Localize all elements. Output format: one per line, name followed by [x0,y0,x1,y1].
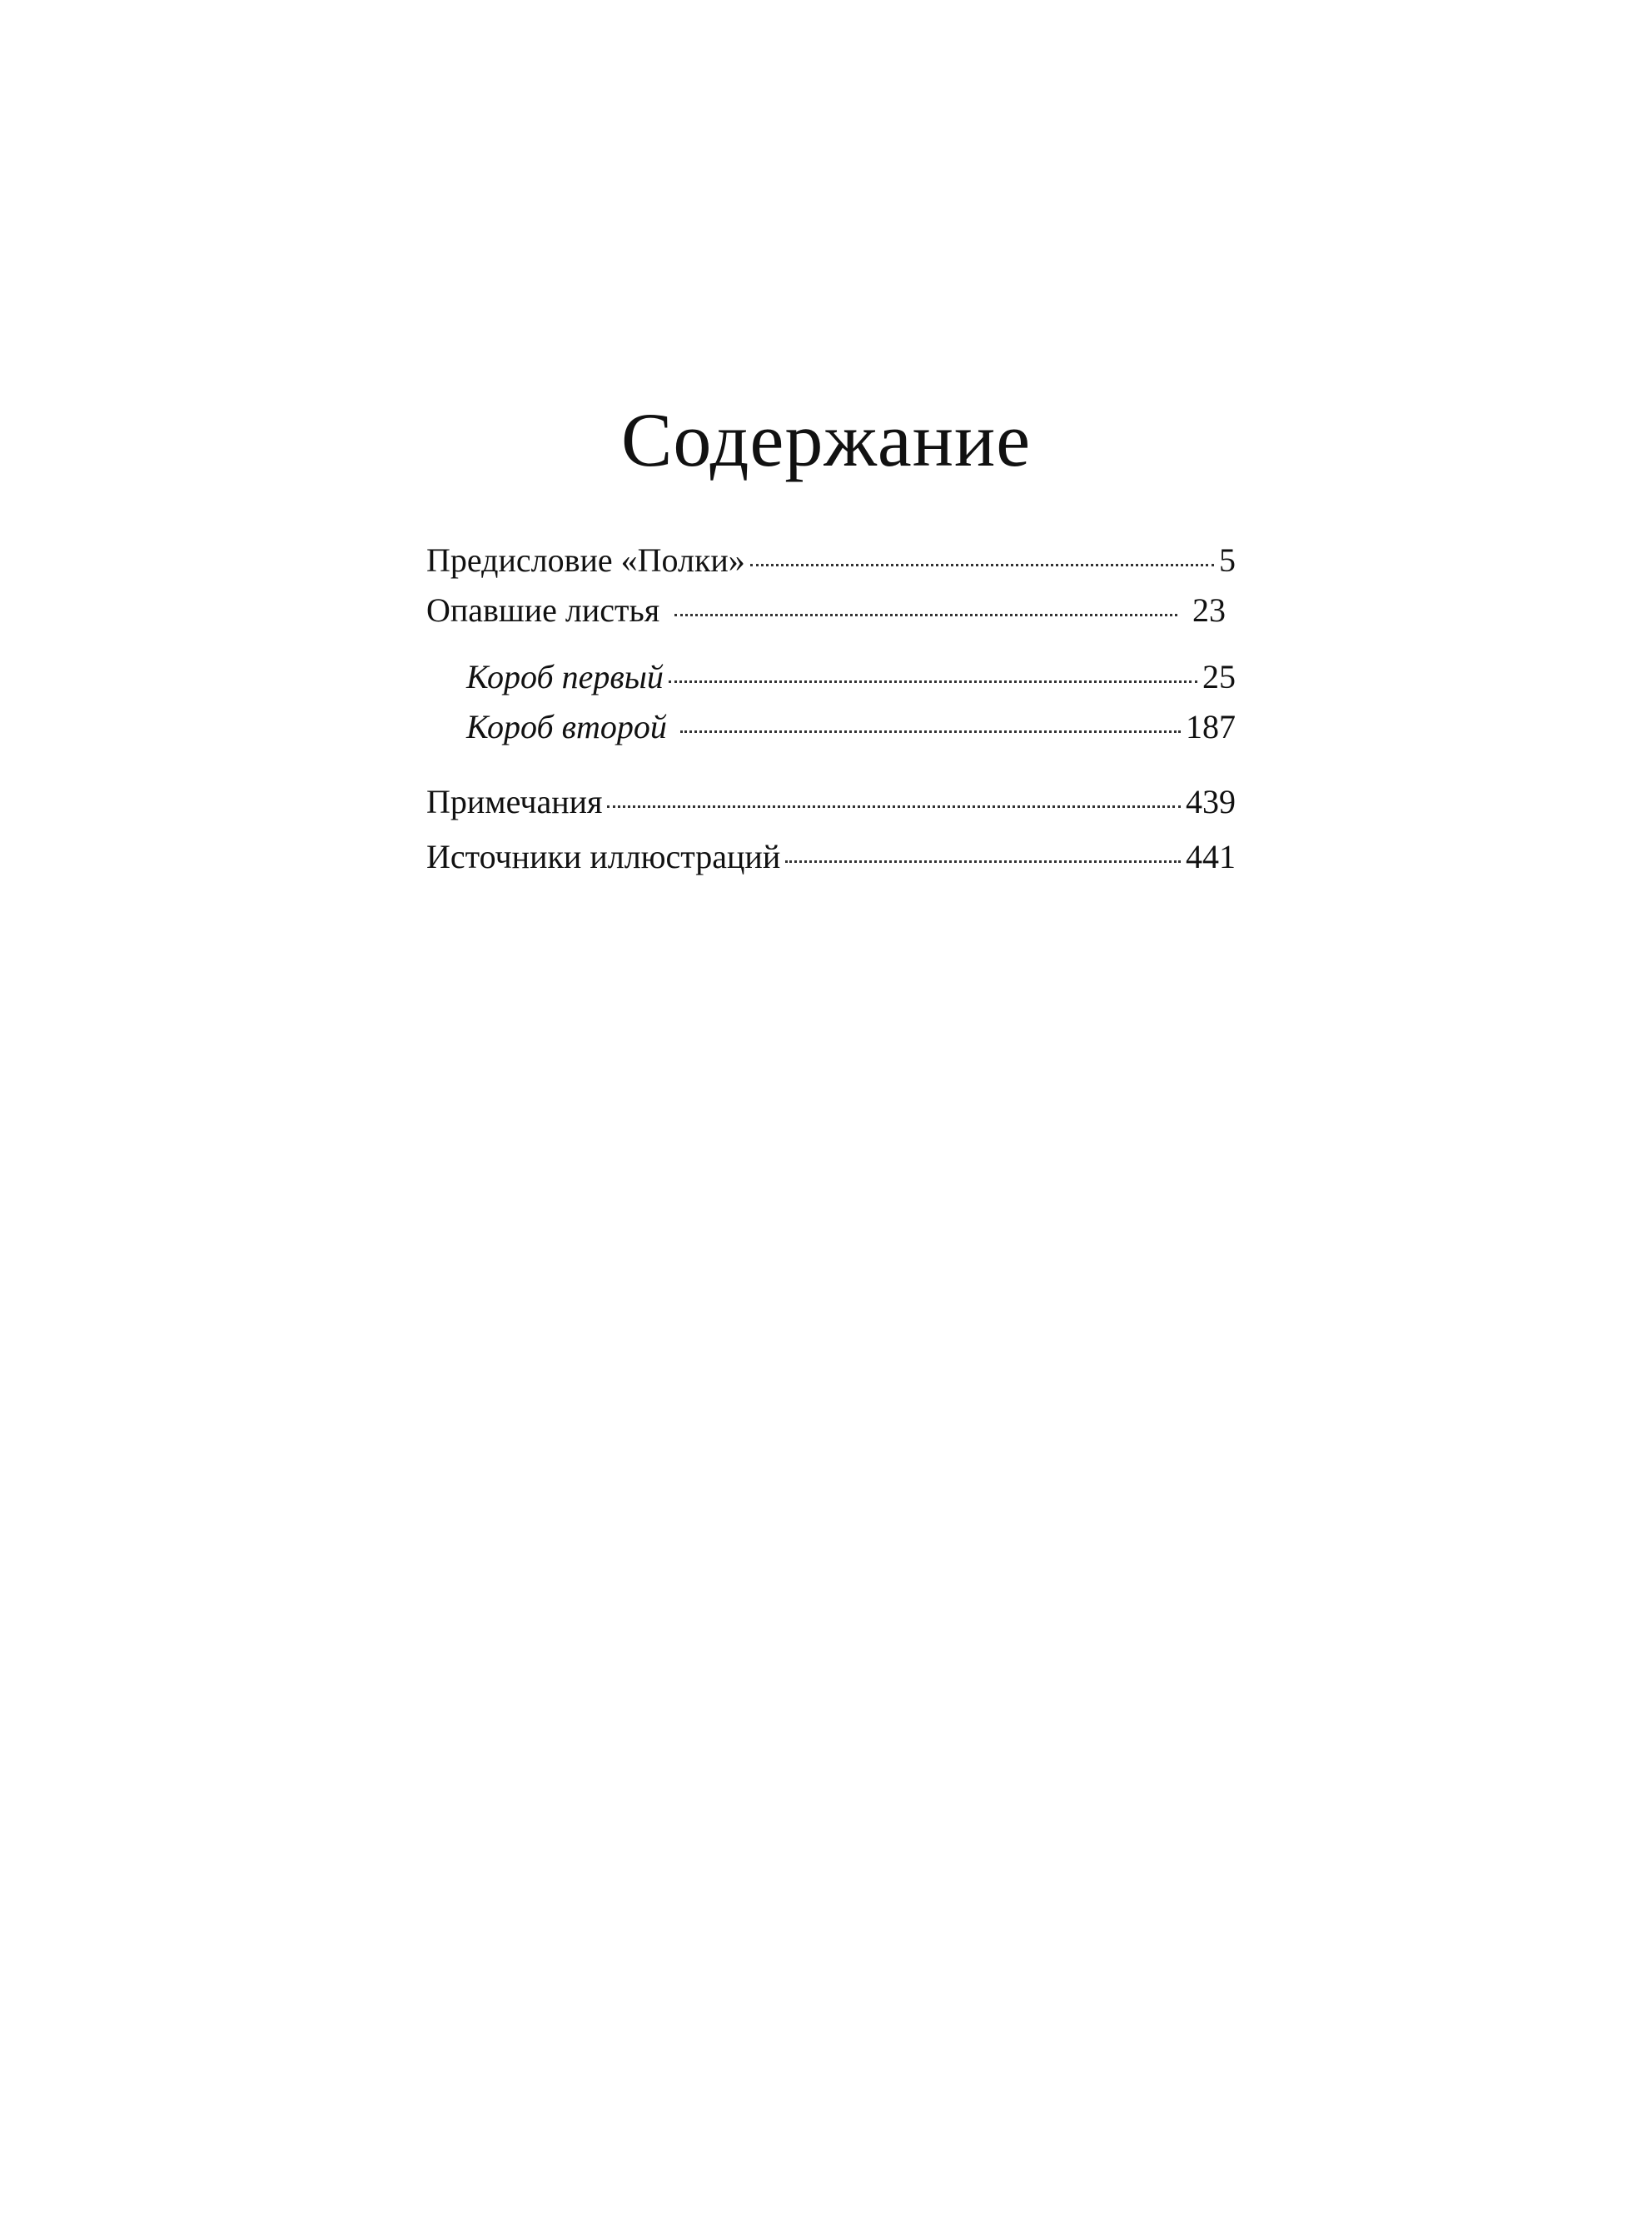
dot-leader [669,680,1197,683]
toc-entry-page: 5 [1219,541,1236,579]
toc-entry-label: Источники иллюстраций [426,838,781,875]
toc-entry-page: 25 [1202,658,1236,695]
toc-entry-illustration-sources [426,838,1236,876]
dot-leader [607,805,1181,808]
toc-entry-label: Примечания [426,783,603,820]
toc-entry-notes [426,783,1236,821]
dot-leader [750,564,1214,566]
toc-entry-preface [426,541,1236,580]
toc-entry-fallen-leaves [426,591,1226,630]
toc-entry-label: Опавшие листья [426,591,660,629]
dot-leader [674,614,1177,616]
toc-entry-label: Предисловие «Полки» [426,541,745,579]
toc-entry-page: 441 [1186,838,1236,875]
toc-entry-page: 439 [1186,783,1236,820]
toc-entry-page: 23 [1192,591,1226,629]
toc-entry-page: 187 [1186,708,1236,745]
dot-leader [785,860,1181,863]
toc-entry-label: Короб первый [466,658,664,695]
page-title: Содержание [620,396,1032,482]
toc-entry-box-one [466,658,1236,696]
dot-leader [680,730,1181,733]
toc-entry-label: Короб второй [466,708,667,745]
toc-entry-box-two [466,708,1236,746]
